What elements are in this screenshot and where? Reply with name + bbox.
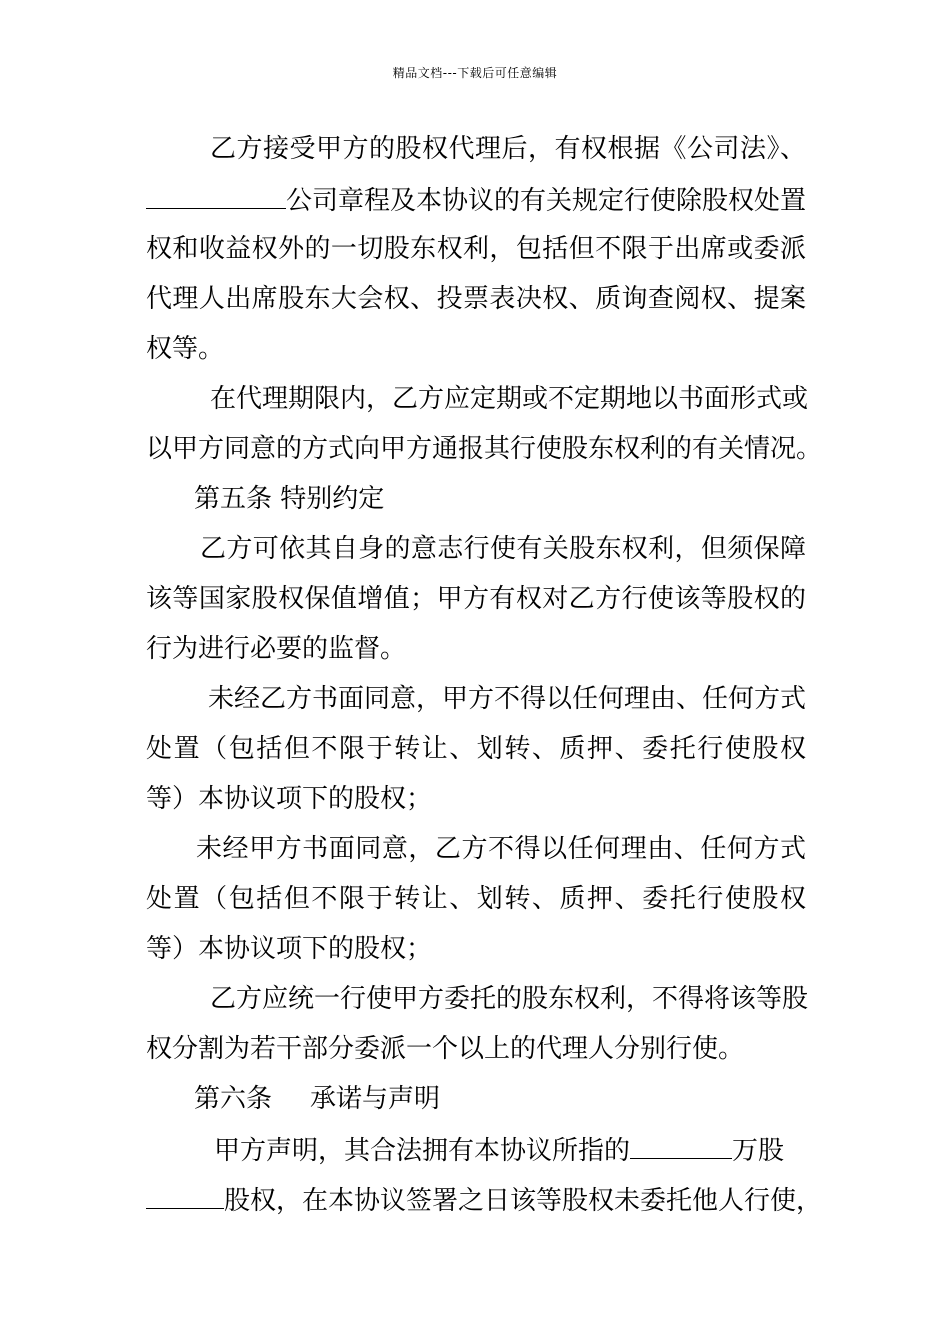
line-text: 万股 bbox=[732, 1136, 785, 1166]
paragraph-line: 该等国家股权保值增值；甲方有权对乙方行使该等股权的 bbox=[146, 584, 806, 614]
paragraph-line: 以甲方同意的方式向甲方通报其行使股东权利的有关情况。 bbox=[146, 434, 823, 464]
paragraph-line: 未经甲方书面同意，乙方不得以任何理由、任何方式 bbox=[196, 834, 806, 864]
paragraph-line: 权和收益权外的一切股东权利，包括但不限于出席或委派 bbox=[146, 234, 806, 264]
section-heading: 第五条 特别约定 bbox=[194, 484, 385, 514]
paragraph-line: 乙方可依其自身的意志行使有关股东权利，但须保障 bbox=[200, 534, 806, 564]
fill-blank bbox=[146, 182, 286, 209]
line-text: 甲方声明，其合法拥有本协议所指的 bbox=[214, 1136, 631, 1166]
line-text: 股权，在本协议签署之日该等股权未委托他人行使， bbox=[224, 1186, 823, 1216]
paragraph-line: 等）本协议项下的股权； bbox=[146, 934, 433, 964]
paragraph-line bbox=[214, 1132, 784, 1168]
paragraph-line: 行为进行必要的监督。 bbox=[146, 634, 407, 664]
paragraph-line: 权等。 bbox=[146, 334, 225, 364]
paragraph-line: 乙方接受甲方的股权代理后，有权根据《公司法》、 bbox=[210, 134, 806, 164]
paragraph-line: 未经乙方书面同意，甲方不得以任何理由、任何方式 bbox=[208, 684, 807, 714]
paragraph-line: 权分割为若干部分委派一个以上的代理人分别行使。 bbox=[146, 1034, 745, 1064]
paragraph-line bbox=[146, 1182, 822, 1218]
paragraph-line: 等）本协议项下的股权； bbox=[146, 784, 433, 814]
page-header: 精品文档---下载后可任意编辑 bbox=[392, 66, 558, 80]
section-heading-title: 承诺与声明 bbox=[310, 1084, 441, 1114]
paragraph-line: 处置（包括但不限于转让、划转、质押、委托行使股权 bbox=[146, 734, 806, 764]
section-heading-number: 第六条 bbox=[194, 1084, 273, 1114]
fill-blank bbox=[146, 1182, 224, 1209]
paragraph-line: 处置（包括但不限于转让、划转、质押、委托行使股权 bbox=[146, 884, 806, 914]
fill-blank bbox=[630, 1132, 732, 1159]
paragraph-line: 代理人出席股东大会权、投票表决权、质询查阅权、提案 bbox=[146, 284, 806, 314]
line-text: 公司章程及本协议的有关规定行使除股权处置 bbox=[286, 186, 807, 216]
paragraph-line bbox=[146, 182, 806, 218]
paragraph-line: 乙方应统一行使甲方委托的股东权利，不得将该等股 bbox=[210, 984, 809, 1014]
paragraph-line: 在代理期限内，乙方应定期或不定期地以书面形式或 bbox=[210, 384, 809, 414]
